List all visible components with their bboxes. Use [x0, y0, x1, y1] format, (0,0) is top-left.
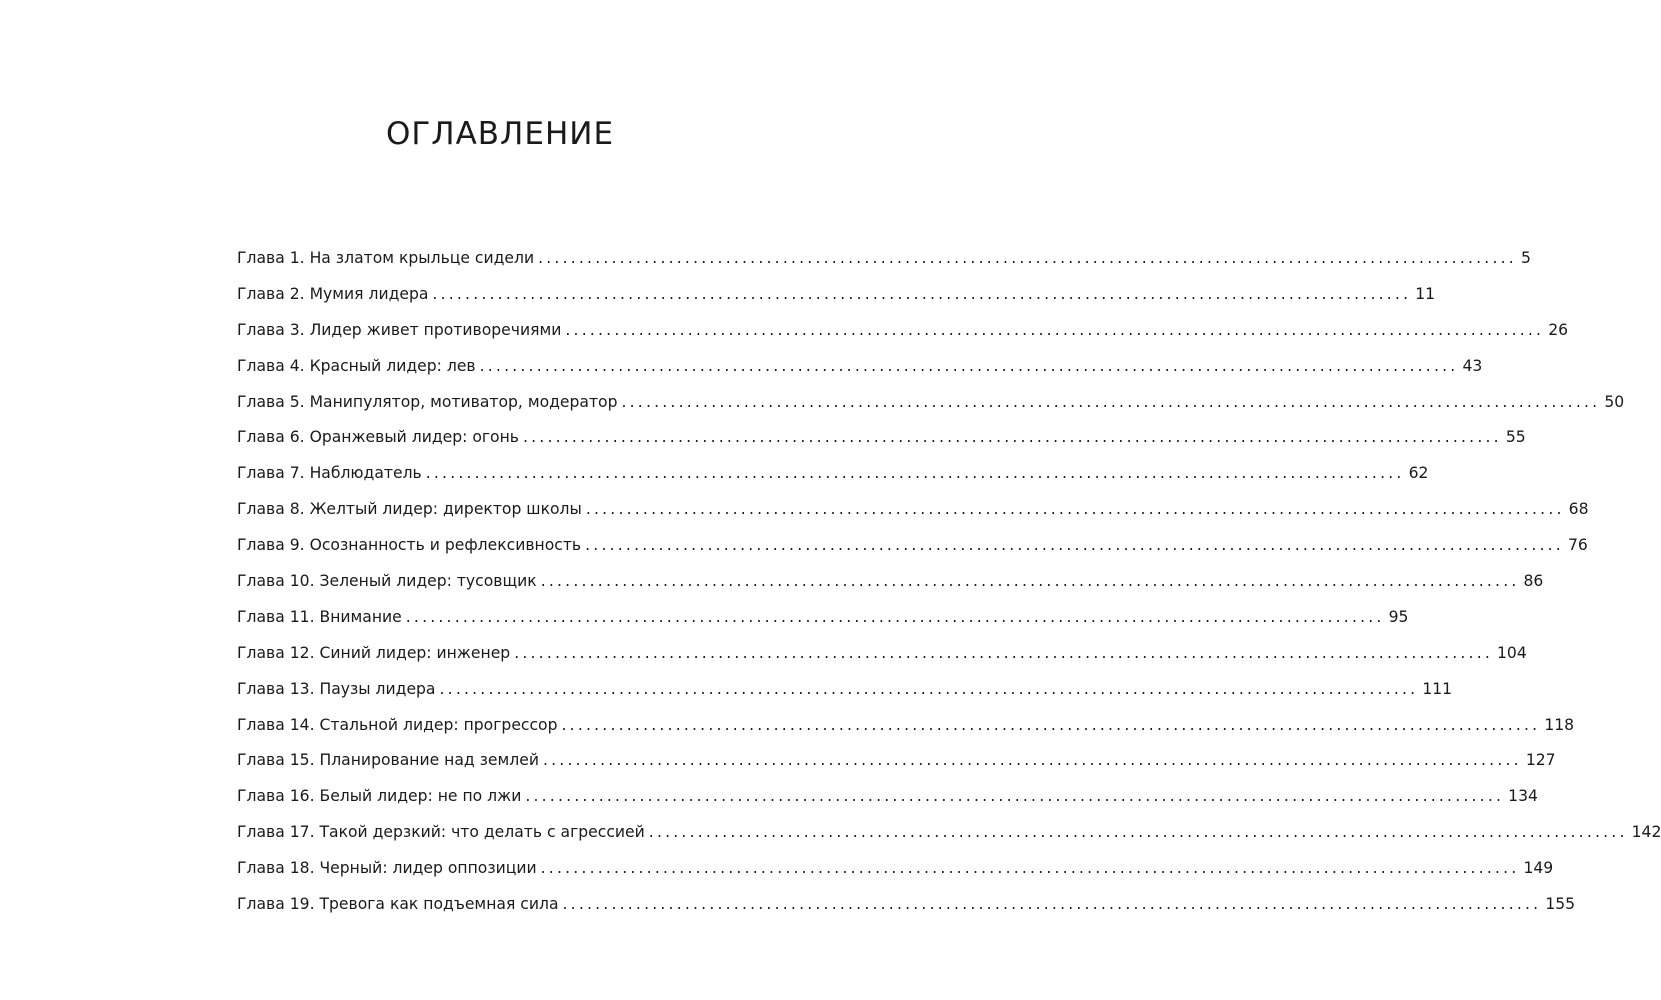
toc-entry-label: Глава 6. Оранжевый лидер: огонь [237, 428, 519, 447]
toc-page-number: 149 [1523, 859, 1554, 878]
toc-entry-10[interactable] [237, 564, 1544, 600]
toc-entry-label: Глава 5. Манипулятор, мотиватор, модератор [237, 392, 618, 411]
toc-entry-15[interactable] [237, 743, 1556, 779]
toc-entry-label: Глава 14. Стальной лидер: прогрессор [237, 715, 558, 734]
toc-entry-label: Глава 12. Синий лидер: инженер [237, 643, 511, 662]
toc-page-number: 142 [1631, 823, 1661, 842]
toc-entry-label: Глава 13. Паузы лидера [237, 679, 436, 698]
toc-dot-leader: ........................................................................................................................ [540, 859, 1520, 878]
toc-entry-label: Глава 10. Зеленый лидер: тусовщик [237, 572, 537, 591]
toc-dot-leader: ........................................................................................................................ [565, 320, 1545, 339]
toc-page-number: 26 [1548, 320, 1569, 339]
toc-entry-13[interactable] [237, 672, 1453, 708]
toc-page-number: 43 [1462, 356, 1483, 375]
toc-dot-leader: ........................................................................................................................ [562, 895, 1542, 914]
toc-entry-16[interactable] [237, 779, 1538, 815]
toc-dot-leader: ........................................................................................................................ [479, 356, 1459, 375]
toc-page-number: 127 [1525, 751, 1556, 770]
toc-entry-6[interactable] [237, 420, 1526, 456]
toc-entry-label: Глава 7. Наблюдатель [237, 464, 422, 483]
toc-dot-leader: ........................................................................................................................ [648, 823, 1628, 842]
toc-dot-leader: ........................................................................................................................ [405, 607, 1385, 626]
toc-entry-label: Глава 2. Мумия лидера [237, 284, 429, 303]
toc-entry-label: Глава 4. Красный лидер: лев [237, 356, 476, 375]
table-of-contents [237, 241, 1661, 923]
toc-entry-14[interactable] [237, 708, 1575, 744]
toc-entry-label: Глава 9. Осознанность и рефлексивность [237, 536, 582, 555]
toc-entry-3[interactable] [237, 313, 1569, 349]
toc-entry-7[interactable] [237, 456, 1429, 492]
toc-dot-leader: ........................................................................................................................ [621, 392, 1601, 411]
toc-entry-4[interactable] [237, 349, 1483, 385]
toc-dot-leader: ........................................................................................................................ [585, 500, 1565, 519]
toc-page-number: 76 [1567, 536, 1588, 555]
toc-dot-leader: ........................................................................................................................ [538, 249, 1517, 267]
toc-entry-label: Глава 11. Внимание [237, 607, 402, 626]
toc-entry-12[interactable] [237, 636, 1527, 672]
toc-page-number: 134 [1508, 787, 1538, 806]
toc-entry-label: Глава 1. На златом крыльце сидели [237, 249, 535, 267]
toc-entry-label: Глава 16. Белый лидер: не по лжи [237, 787, 522, 806]
toc-dot-leader: ........................................................................................................................ [525, 787, 1505, 806]
toc-entry-label: Глава 18. Черный: лидер оппозиции [237, 859, 537, 878]
toc-page-number: 95 [1388, 607, 1409, 626]
toc-entry-label: Глава 3. Лидер живет противоречиями [237, 320, 562, 339]
toc-dot-leader: ........................................................................................................................ [514, 643, 1494, 662]
toc-dot-leader: ........................................................................................................................ [561, 715, 1541, 734]
toc-entry-label: Глава 19. Тревога как подъемная сила [237, 895, 559, 914]
toc-entry-11[interactable] [237, 600, 1409, 636]
toc-page-number: 155 [1545, 895, 1576, 914]
toc-page-number: 55 [1505, 428, 1526, 447]
toc-page-number: 104 [1497, 643, 1527, 662]
toc-entry-label: Глава 17. Такой дерзкий: что делать с агрессией [237, 823, 645, 842]
toc-dot-leader: ........................................................................................................................ [432, 284, 1412, 303]
toc-entry-18[interactable] [237, 851, 1554, 887]
toc-entry-5[interactable] [237, 385, 1625, 421]
toc-page-number: 86 [1523, 572, 1544, 591]
toc-page-number: 111 [1422, 679, 1453, 698]
toc-dot-leader: ........................................................................................................................ [585, 536, 1564, 555]
toc-page-number: 11 [1415, 284, 1436, 303]
toc-dot-leader: ........................................................................................................................ [540, 572, 1520, 591]
toc-entry-9[interactable] [237, 528, 1588, 564]
page-title: ОГЛАВЛЕНИЕ [385, 116, 615, 152]
toc-entry-2[interactable] [237, 277, 1436, 313]
toc-entry-17[interactable] [237, 815, 1661, 851]
toc-page-number: 5 [1520, 249, 1531, 267]
toc-dot-leader: ........................................................................................................................ [425, 464, 1405, 483]
toc-dot-leader: ........................................................................................................................ [542, 751, 1522, 770]
toc-page-number: 62 [1408, 464, 1429, 483]
toc-dot-leader: ........................................................................................................................ [439, 679, 1419, 698]
toc-entry-label: Глава 15. Планирование над землей [237, 751, 539, 770]
toc-entry-label: Глава 8. Желтый лидер: директор школы [237, 500, 582, 519]
toc-entry-8[interactable] [237, 492, 1589, 528]
toc-entry-19[interactable] [237, 887, 1576, 923]
toc-page-number: 118 [1544, 715, 1575, 734]
toc-dot-leader: ........................................................................................................................ [522, 428, 1502, 447]
toc-page-number: 68 [1568, 500, 1589, 519]
toc-entry-1[interactable] [237, 241, 1531, 277]
toc-page-number: 50 [1604, 392, 1625, 411]
